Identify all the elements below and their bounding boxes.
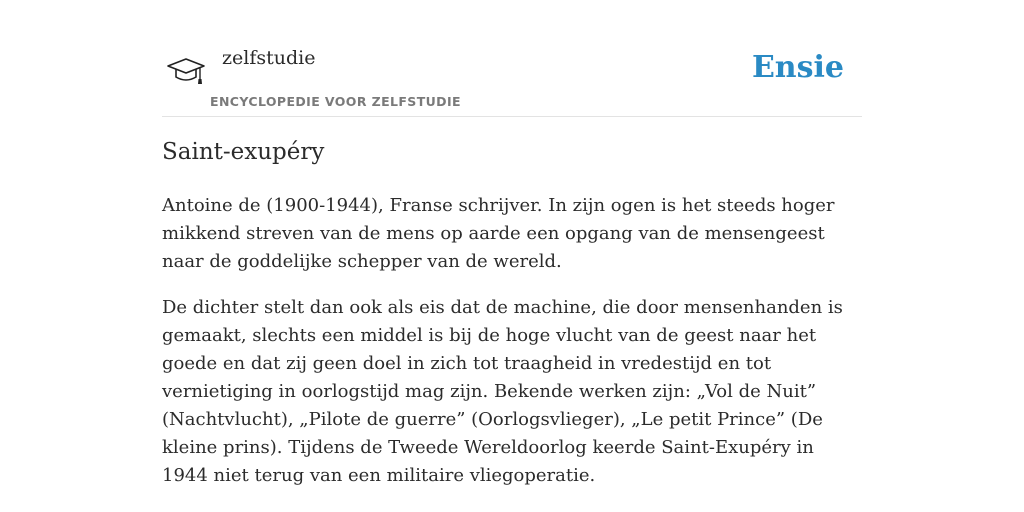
brand-logo-link[interactable]: Ensie [751,50,844,85]
page [162,0,862,486]
graduation-cap-icon[interactable] [166,54,206,88]
article-paragraph: De dichter stelt dan ook als eis dat de machine, die door mensenhanden is gemaakt, slechts een middel is bij de hoge vlucht van de geest naar het goede en dat zij geen doel in zich tot traagheid in vredestijd en tot vernietiging in oorlogstijd mag zijn. Bekende werken zijn: „Vol de Nuit” (Nachtvlucht), „Pilote de guerre” (Oorlogsvlieger), „Le petit Prince” (De kleine prins). Tijdens de Tweede Wereldoorlog keerde Saint-Exupéry in 1944 niet terug van een militaire vliegoperatie. [162,297,843,486]
article-body [162,192,862,508]
article-title: Saint-exupéry [162,139,325,165]
site-name[interactable]: zelfstudie [222,47,316,69]
article-paragraph: Antoine de (1900-1944), Franse schrijver. In zijn ogen is het steeds hoger mikkend streven van de mens op aarde een opgang van de mensengeest naar de goddelijke schepper van de wereld. [162,195,835,272]
site-tagline: ENCYCLOPEDIE VOOR ZELFSTUDIE [210,94,461,109]
site-header [162,0,862,117]
